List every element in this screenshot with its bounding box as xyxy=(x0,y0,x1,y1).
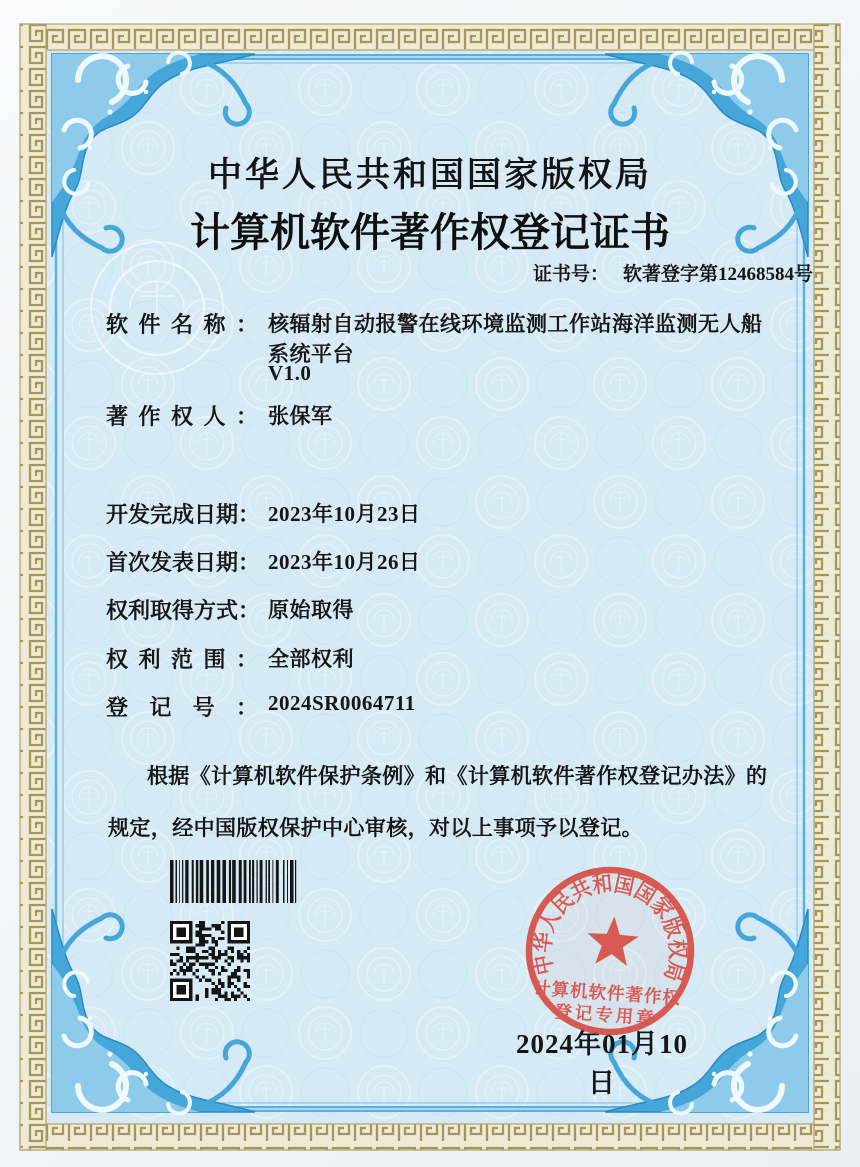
seal-text-line1: 计算机软件著作权 xyxy=(532,977,682,1009)
statement-line1: 根据《计算机软件保护条例》和《计算机软件著作权登记办法》的 xyxy=(146,764,768,788)
field-value-first-publish-date: 2023年10月26日 xyxy=(268,550,421,574)
field-value-copyright-owner: 张保军 xyxy=(268,404,333,428)
field-value-software-version: V1.0 xyxy=(268,361,312,385)
issuer-title: 中华人民共和国国家版权局 xyxy=(208,157,652,194)
field-value-software-name: 核辐射自动报警在线环境监测工作站海洋监测无人船 xyxy=(268,312,763,336)
field-value-rights-acquisition: 原始取得 xyxy=(268,598,354,622)
statement-line2: 规定，经中国版权保护中心审核，对以上事项予以登记。 xyxy=(108,816,643,840)
seal-arc-text: 中华人民共和国国家版权局 xyxy=(528,870,691,988)
field-value-registration-number: 2024SR0064711 xyxy=(268,691,416,715)
registration-statement xyxy=(108,750,772,854)
seal-text-line2: 登记专用章 xyxy=(553,1001,658,1029)
field-label-software-name: 软件名称： xyxy=(106,312,258,337)
certificate-number xyxy=(533,259,813,286)
field-label-dev-complete-date: 开发完成日期： xyxy=(106,502,261,527)
field-label-first-publish-date: 首次发表日期： xyxy=(106,550,261,575)
certificate-number-value: 软著登字第12468584号 xyxy=(623,264,814,285)
field-label-registration-number: 登记号： xyxy=(106,695,258,720)
field-label-copyright-owner: 著作权人： xyxy=(106,404,258,429)
field-label-rights-scope: 权利范围： xyxy=(106,647,258,672)
field-label-rights-acquisition: 权利取得方式： xyxy=(106,598,261,623)
field-value-rights-scope: 全部权利 xyxy=(268,647,354,671)
field-value-dev-complete-date: 2023年10月23日 xyxy=(268,502,421,526)
certificate-number-label: 证书号： xyxy=(533,264,610,285)
barcode-image xyxy=(170,860,297,903)
field-value-software-name-line2: 系统平台 xyxy=(268,342,354,366)
qr-code-image xyxy=(170,921,250,1001)
certificate-title: 计算机软件著作权登记证书 xyxy=(190,210,670,255)
issue-date: 2024年01月10日 xyxy=(516,1029,688,1098)
